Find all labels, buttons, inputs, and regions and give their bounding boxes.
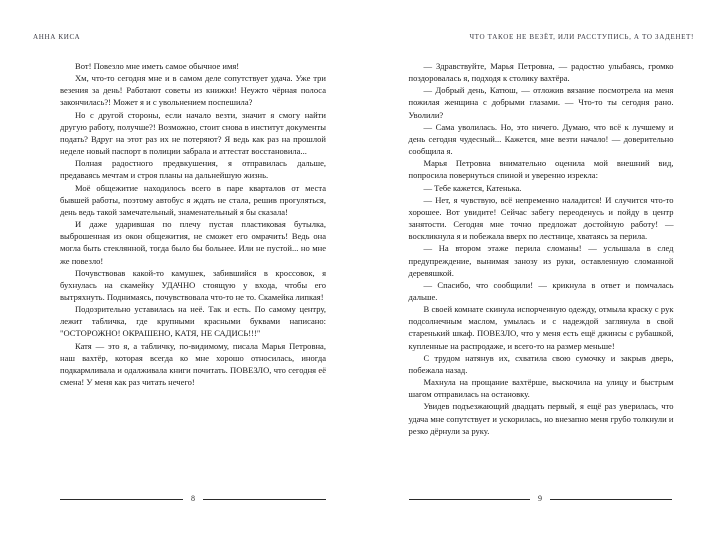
paragraph: В своей комнате скинула испорченную одежду, отмыла краску с рук подсолнечным маслом, умылась и с надеждой заглянула в свой старенький шкаф. ПОВЕЗЛО, что у меня есть ещё джинсы с рубашкой, купленные на распродаже, и всего-то на размер меньше!	[408, 304, 674, 351]
paragraph: И даже ударившая по плечу пустая пластиковая бутылка, выброшенная из окон общежития, не сможет его омрачить! Ведь она могла быть стеклянной, тогда было бы больнее. Или не пустой... но мне же повезло!	[60, 219, 326, 266]
paragraph: — Добрый день, Катюш, — отложив вязание посмотрела на меня пожилая женщина с добрыми глазами. — Что-то ты сегодня рано. Уволили?	[408, 85, 674, 120]
paragraph: — Нет, я чувствую, всё непременно наладится! И случится что-то хорошее. Вот увидите! Сейчас забегу переоденусь и пойду в центр занятости. Сегодня мне точно предложат достойную работу! — воскликнула я и побежала вверх по лестнице, хватаясь за перила.	[408, 194, 674, 242]
page-number: 9	[538, 494, 542, 503]
paragraph: Вот! Повезло мне иметь самое обычное имя!	[75, 61, 240, 71]
paragraph: Махнула на прощание вахтёрше, выскочила на улицу и быстрым шагом отправилась на остановку.	[408, 377, 674, 400]
paragraph: — На втором этаже перила сломаны! — услышала в след предупреждение, вынимая занозу из руки, оставленную сломанной деревяшкой.	[408, 243, 674, 278]
right-page	[364, 0, 727, 540]
paragraph: С трудом натянув их, схватила свою сумочку и закрыв дверь, побежала назад.	[408, 352, 674, 375]
paragraph: — Тебе кажется, Катенька.	[423, 182, 522, 193]
folio-rule-left	[409, 499, 531, 500]
running-head-right: ЧТО ТАКОЕ НЕ ВЕЗЁТ, ИЛИ РАССТУПИСЬ, А ТО ЗАДЕНЕТ!	[469, 33, 694, 41]
right-page-text-column	[409, 60, 674, 437]
paragraph: — Здравствуйте, Марья Петровна, — радостно улыбаясь, громко поздоровалась я, подходя к столику вахтёра.	[408, 61, 674, 84]
paragraph: Хм, что-то сегодня мне и в самом деле сопутствует удача. Уже три везения за день! Работают советы из книжки! Неужто чёрная полоса закончилась?! Может я и с увольнением поспешила?	[60, 73, 326, 108]
paragraph: — Сама уволилась. Но, это ничего. Думаю, что всё к лучшему и день сегодня чудесный... Кажется, мне везти начало! — доверительно сообщила я.	[408, 121, 674, 157]
paragraph: Подозрительно уставилась на неё. Так и есть. По самому центру, лежит табличка, где крупными красными буквами написано: "ОСТОРОЖНО! ОКРАШЕНО, КАТЯ, НЕ САДИСЬ!!!"	[60, 304, 326, 339]
folio-rule-right	[203, 499, 326, 500]
page-number: 8	[191, 494, 195, 503]
folio-rule-left	[60, 499, 183, 500]
paragraph: Моё общежитие находилось всего в паре кварталов от места бывшей работы, поэтому автобус я ждать не стала, решив прогуляться, день ведь такой замечательный, знаменательный я бы сказала!	[60, 182, 326, 217]
folio-rule-right	[550, 499, 672, 500]
running-head-left: АННА КИСА	[33, 33, 81, 41]
paragraph: Почувствовав какой-то камушек, забившийся в кроссовок, я бухнулась на скамейку УДАЧНО стоящую у входа, чтобы его вытряхнуть. Поднимаясь, почувствовала что-то не то. Скамейка липкая!	[60, 267, 326, 302]
paragraph: Полная радостного предвкушения, я отправилась дальше, предаваясь мечтам и строя планы на дальнейшую жизнь.	[60, 158, 326, 181]
folio-left	[60, 494, 326, 504]
left-page-text-column	[60, 60, 326, 388]
paragraph: Но с другой стороны, если начало везти, значит я смогу найти другую работу, получше?! Возможно, стоит снова в институт документы подать? Вдруг на этот раз их не потеряют? Я ведь как раз на прошлой неделе новый паспорт в полиции забрала и аттестат восстановила...	[60, 109, 326, 157]
paragraph: Марья Петровна внимательно оценила мой внешний вид, попросила повернуться спиной и уверенно изрекла:	[408, 158, 674, 181]
paragraph: Катя — это я, а табличку, по-видимому, писала Марья Петровна, наш вахтёр, которая всегда ко мне хорошо относилась, иногда подкармливала и одалживала книги почитать. ПОВЕЗЛО, что сегодня её смена! У меня как раз читать нечего!	[60, 340, 326, 388]
folio-right	[409, 494, 672, 504]
paragraph: Увидев подъезжающий двадцать первый, я ещё раз уверилась, что удача мне сопутствует и ускорилась, но внезапно меня грубо толкнули и резко дёрнули за руку.	[408, 401, 674, 436]
paragraph: — Спасибо, что сообщили! — крикнула в ответ и помчалась дальше.	[408, 279, 674, 302]
